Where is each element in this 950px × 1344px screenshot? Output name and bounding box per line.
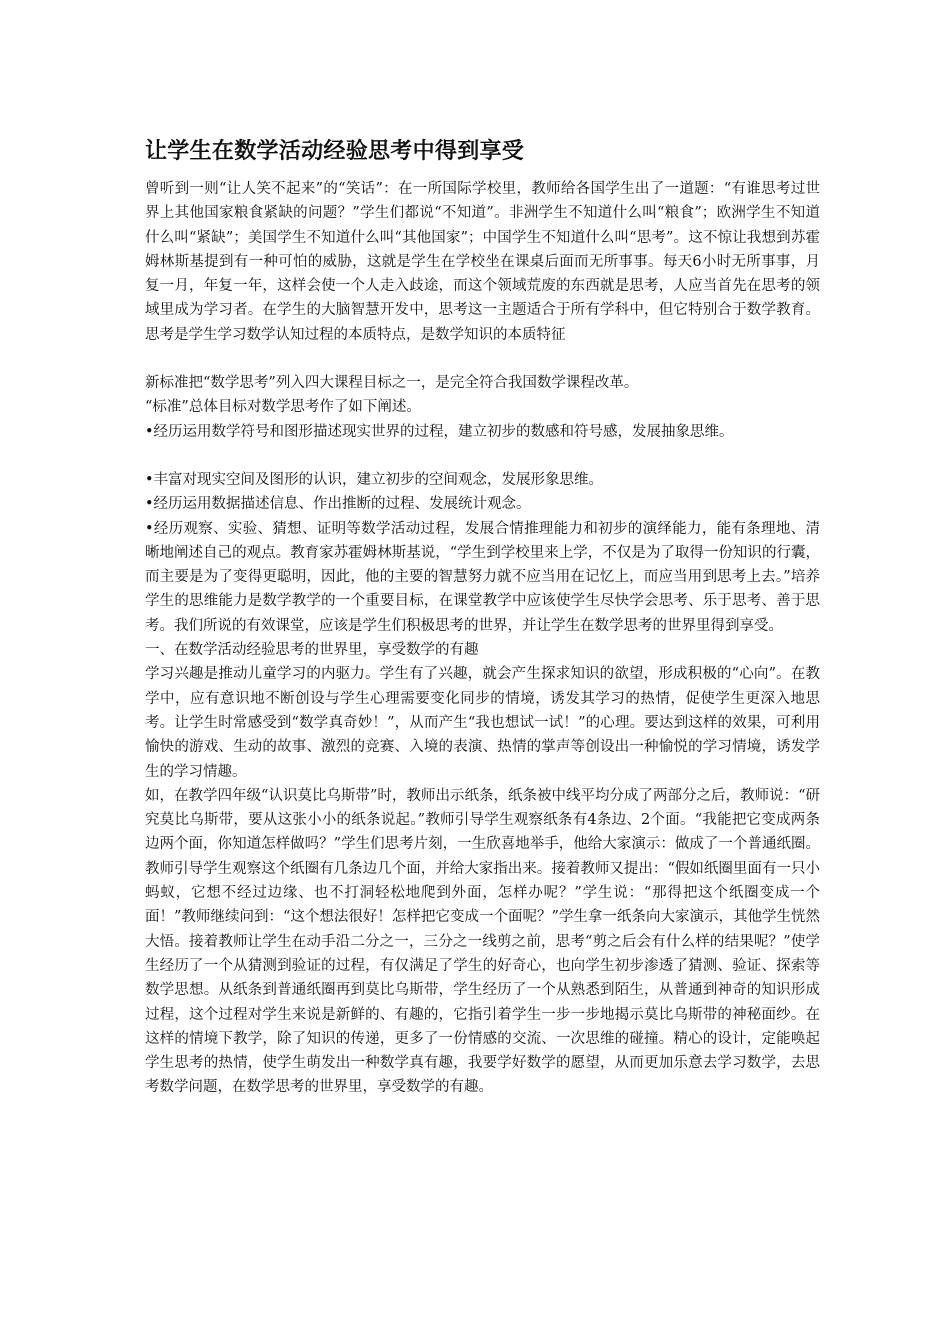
paragraph-standard: 新标准把“数学思考”列入四大课程目标之一，是完全符合我国数学课程改革。 [145, 375, 639, 392]
section-heading-1: 一、在数学活动经验思考的世界里，享受数学的有趣 [145, 642, 479, 659]
bullet-item-2: •丰富对现实空间及图形的认识，建立初步的空间观念，发展形象思维。 [145, 471, 604, 488]
paragraph-gap [145, 444, 820, 468]
bullet-item-3: •经历运用数据描述信息、作出推断的过程、发展统计观念。 [145, 496, 531, 513]
paragraph-standard-goal: “标准”总体目标对数学思考作了如下阐述。 [145, 399, 421, 416]
paragraph-gap [145, 347, 820, 371]
paragraph-example: 如，在教学四年级“认识莫比乌斯带”时，教师出示纸条，纸条被中线平均分成了两部分之后，教师说：“研究莫比乌斯带，要从这张小小的纸条说起。”教师引导学生观察纸条有4条边、2个面。“我能把它变成两条边两个面，你知道怎样做吗？”学生们思考片刻，一生欣喜地举手，他给大家演示：做成了一个普通纸圈。教师引导学生观察这个纸圈有几条边几个面，并给大家指出来。接着教师又提出：“假如纸圈里面有一只小蚂蚁，它想不经过边缘、也不打洞轻松地爬到外面，怎样办呢？”学生说：“那得把这个纸圈变成一个面！”教师继续问到：“这个想法很好！怎样把它变成一个面呢？”学生拿一纸条向大家演示，其他学生恍然大悟。接着教师让学生在动手沿二分之一，三分之一线剪之前，思考“剪之后会有什么样的结果呢？”使学生经历了一个从猜测到验证的过程，有仅满足了学生的好奇心，也向学生初步渗透了猜测、验证、探索等数学思想。从纸条到普通纸圈再到莫比乌斯带，学生经历了一个从熟悉到陌生，从普通到神奇的知识形成过程，这个过程对学生来说是新鲜的、有趣的，它指引着学生一步一步地揭示莫比乌斯带的神秘面纱。在这样的情境下教学，除了知识的传递，更多了一份情感的交流、一次思维的碰撞。精心的设计，定能唤起学生思考的热情，使学生萌发出一种数学真有趣，我要学好数学的愿望，从而更加乐意去学习数学，去思考数学问题，在数学思考的世界里，享受数学的有趣。 [145, 787, 820, 1096]
document-page [145, 132, 820, 1100]
bullet-item-4: •经历观察、实验、猜想、证明等数学活动过程，发展合情推理能力和初步的演绎能力，能有条理地、清晰地阐述自己的观点。教育家苏霍姆林斯基说，“学生到学校里来上学，不仅是为了取得一份知识的行囊，而主要是为了变得更聪明，因此，他的主要的智慧努力就不应当用在记忆上，而应当用到思考上去。”培养学生的思维能力是数学教学的一个重要目标，在课堂教学中应该使学生尽快学会思考、乐于思考、善于思考。我们所说的有效课堂，应该是学生们积极思考的世界，并让学生在数学思考的世界里得到享受。 [145, 520, 820, 634]
paragraph-interest: 学习兴趣是推动儿童学习的内驱力。学生有了兴趣，就会产生探求知识的欲望，形成积极的“心向”。在教学中，应有意识地不断创设与学生心理需要变化同步的情境，诱发其学习的热情，促使学生更深入地思考。让学生时常感受到“数学真奇妙！”，从而产生“我也想试一试！”的心理。要达到这样的效果，可利用愉快的游戏、生动的故事、激烈的竞赛、入境的表演、热情的掌声等创设出一种愉悦的学习情境，诱发学生的学习情趣。 [145, 666, 820, 780]
paragraph-intro: 曾听到一则“让人笑不起来”的“笑话”：在一所国际学校里，教师给各国学生出了一道题：“有谁思考过世界上其他国家粮食紧缺的问题？”学生们都说“不知道”。非洲学生不知道什么叫“粮食”；欧洲学生不知道什么叫“紧缺”；美国学生不知道什么叫“其他国家”；中国学生不知道什么叫“思考”。这不惊让我想到苏霍姆林斯基提到有一种可怕的威胁，这就是学生在学校坐在课桌后面而无所事事。每天6小时无所事事，月复一月，年复一年，这样会使一个人走入歧途，而这个领域荒废的东西就是思考，人应当首先在思考的领域里成为学习者。在学生的大脑智慧开发中，思考这一主题适合于所有学科中，但它特别合于数学教育。思考是学生学习数学认知过程的本质特点，是数学知识的本质特征 [145, 181, 820, 343]
document-title: 让学生在数学活动经验思考中得到享受 [145, 139, 525, 164]
bullet-item-1: •经历运用数学符号和图形描述现实世界的过程，建立初步的数感和符号感，发展抽象思维。 [145, 423, 734, 440]
